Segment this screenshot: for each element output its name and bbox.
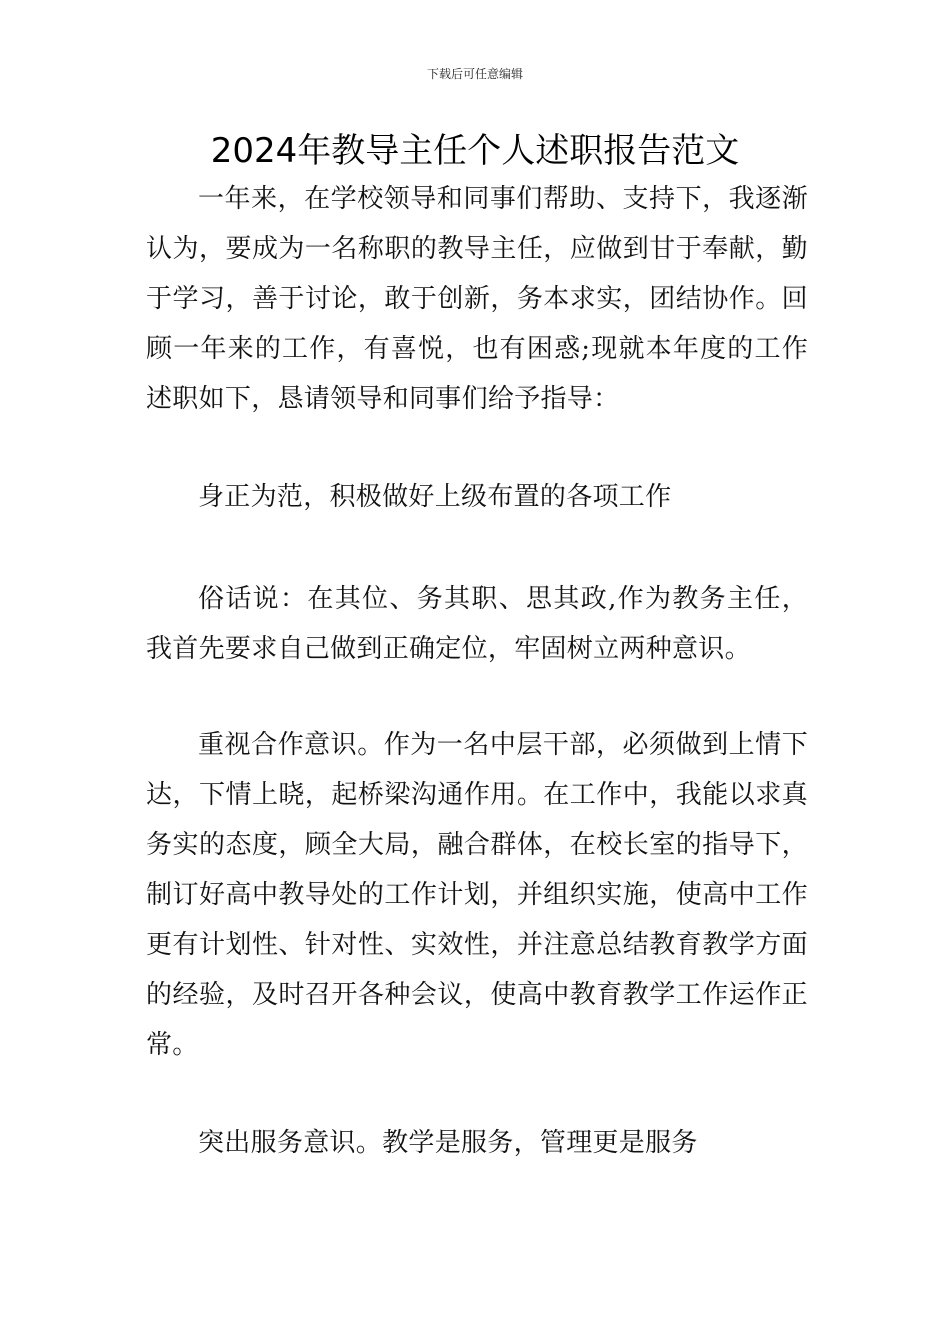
paragraph-section-heading: 身正为范，积极做好上级布置的各项工作 bbox=[198, 482, 672, 512]
paragraph-intro: 一年来，在学校领导和同事们帮助、支持下，我逐渐认为，要成为一名称职的教导主任，应做到甘于奉献，勤于学习，善于讨论，敢于创新，务本求实，团结协作。回顾一年来的工作，有喜悦，也有困惑;现就本年度的工作述职如下，恳请领导和同事们给予指导： bbox=[146, 184, 808, 414]
paragraph-positioning: 俗话说：在其位、务其职、思其政,作为教务主任，我首先要求自己做到正确定位，牢固树立两种意识。 bbox=[146, 584, 808, 664]
paragraph-cooperation: 重视合作意识。作为一名中层干部，必须做到上情下达，下情上晓，起桥梁沟通作用。在工作中，我能以求真务实的态度，顾全大局，融合群体，在校长室的指导下，制订好高中教导处的工作计划，并组织实施，使高中工作更有计划性、针对性、实效性，并注意总结教育教学方面的经验，及时召开各种会议，使高中教育教学工作运作正常。 bbox=[146, 730, 808, 1060]
paragraph-service: 突出服务意识。教学是服务，管理更是服务 bbox=[198, 1128, 698, 1158]
document-title: 2024年教导主任个人述职报告范文 bbox=[210, 131, 740, 171]
header-note: 下载后可任意编辑 bbox=[426, 67, 523, 81]
